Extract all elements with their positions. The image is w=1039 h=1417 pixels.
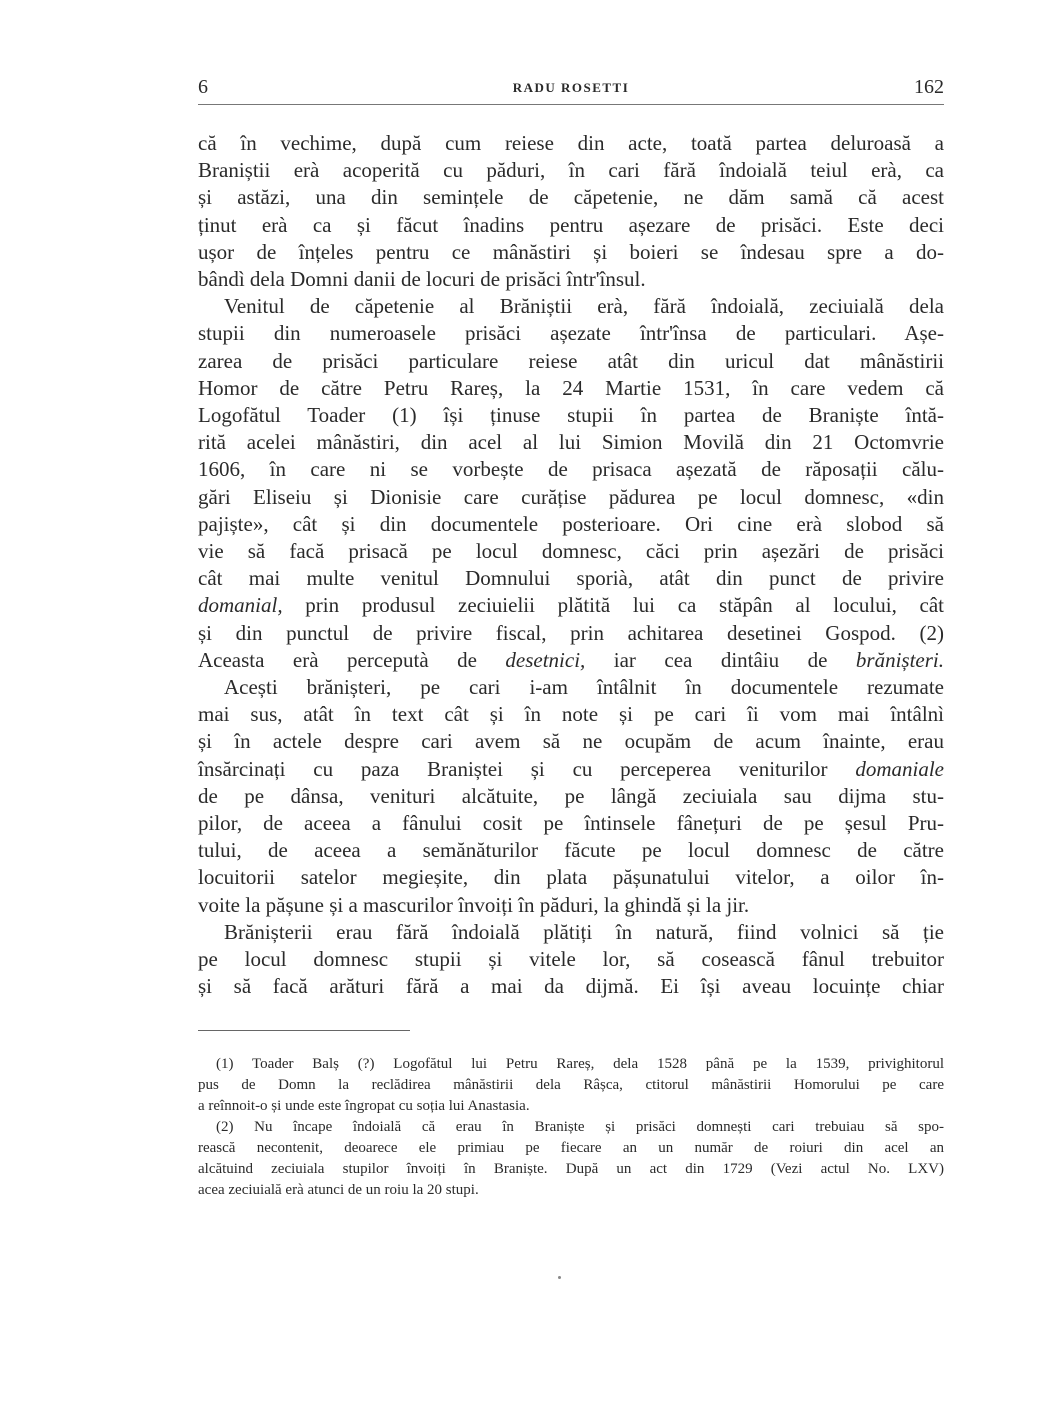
footnote-2 (198, 1117, 944, 1201)
page-number-left: 6 (198, 76, 208, 98)
page-header (198, 76, 944, 106)
text-line: că în vechime, după cum reiese din acte, toată partea deluroasă a (198, 131, 944, 155)
paragraph-4 (198, 919, 944, 1001)
text-line: și astăzi, una din semințele de căpetenie, ne dăm samă că acest (198, 185, 944, 210)
text-line (198, 756, 944, 783)
text-line: și să facă arături fără a mai da dijmă. Ei își aveau locuințe chiar (198, 974, 944, 999)
footnote-line: a reînnoit-o și unde este îngropat cu soția lui Anastasia. (198, 1098, 530, 1114)
text-line: și în actele despre cari avem să ne ocupăm de acum înainte, erau (198, 729, 944, 754)
scan-speck (558, 1276, 561, 1279)
footnote-1 (198, 1054, 944, 1117)
text-line: tului, de aceea a semănăturilor făcute pe locul domnesc de către (198, 838, 944, 863)
text-run: iar cea dintâiu de (585, 647, 856, 672)
page-number-right: 162 (914, 76, 944, 98)
text-line: ținut erà ca și făcut înadins pentru așezare de prisăci. Este deci (198, 212, 944, 237)
text-run: Aceasta erà perceputà de (198, 647, 506, 672)
footnote-rule (198, 1030, 410, 1031)
text-line: și din punctul de privire fiscal, prin achitarea desetinei Gospod. (2) (198, 620, 944, 645)
text-line: Acești brănișteri, pe cari i-am întâlnit în documentele rezumate (224, 675, 944, 700)
paragraph-3 (198, 674, 944, 919)
text-line: pe locul domnesc stupii și vitele lor, să cosească fânul trebuitor (198, 947, 944, 972)
text-line: voite la pășune și a mascurilor învoiți în păduri, la ghindă și la jir. (198, 892, 750, 917)
footnote-line: (1) Toader Balș (?) Logofătul lui Petru Rareș, dela 1528 până pe la 1539, privighitorul (216, 1056, 944, 1072)
text-run: prin produsul zeciuielii plătită lui ca stăpân al locului, cât (282, 593, 944, 618)
text-line: locuitorii satelor megieșite, din plata pășunatului vitelor, a oilor în- (198, 865, 944, 890)
text-line: pilor, de aceea a fânului cosit pe întinsele fânețuri de pe șesul Pru- (198, 811, 944, 836)
footnote-line: (2) Nu încape îndoială că erau în Braniște și prisăci domnești cari trebuiau să spo- (216, 1119, 944, 1135)
text-line: ușor de înțeles pentru ce mânăstiri și boieri se îndesau spre a do- (198, 239, 944, 264)
body-text (198, 130, 944, 1001)
footnotes (198, 1054, 944, 1201)
text-line: Braniștii erà acoperită cu păduri, în cari fără îndoială teiul erà, ca (198, 158, 944, 183)
paragraph-1 (198, 130, 944, 293)
footnote-line: rească necontenit, deoarece ele primiau pe fiecare an un număr de roiuri din acel an (198, 1140, 944, 1156)
text-line: 1606, în care ni se vorbește de prisaca așezată de răposații călu- (198, 457, 944, 482)
running-title: RADU ROSETTI (512, 80, 630, 95)
text-line: stupii din numeroasele prisăci așezate într'însa de particulari. Așe- (198, 321, 944, 346)
text-line: cât mai multe venitul Domnului sporià, atât din punct de privire (198, 566, 944, 591)
text-line: gări Eliseiu și Dionisie care curățise pădurea pe locul domnesc, «din (198, 484, 944, 509)
text-line: zarea de prisăci particulare reiese atât din uricul dat mânăstirii (198, 348, 944, 373)
text-line: Homor de către Petru Rareș, la 24 Martie 1531, în care vedem că (198, 375, 944, 400)
text-line: mai sus, atât în text cât și în note și pe cari îi vom mai întâlnì (198, 702, 944, 727)
footnote-line: pus de Domn la reclădirea mânăstirii dela Râșca, ctitorul mânăstirii Homorului pe care (198, 1077, 944, 1093)
text-line: rită acelei mânăstiri, din acel al lui Simion Movilă din 21 Octomvrie (198, 430, 944, 455)
header-rule (198, 104, 944, 105)
italic-term: desetnici, (505, 647, 586, 672)
text-line (198, 647, 944, 674)
text-line: pajiște», cât și din documentele posterioare. Ori cine erà slobod să (198, 511, 944, 536)
text-line: Brănișterii erau fără îndoială plătiți în natură, fiind volnici să ție (224, 919, 944, 944)
italic-term: domanial, (198, 593, 283, 618)
text-line: vie să facă prisacă pe locul domnesc, căci prin așezări de prisăci (198, 539, 944, 564)
text-line: Logofătul Toader (1) își ținuse stupii în partea de Braniște întă- (198, 403, 944, 428)
text-line (198, 592, 944, 619)
italic-term: domaniale (855, 756, 944, 781)
text-line: bândì dela Domni danii de locuri de prisăci într'însul. (198, 267, 646, 292)
footnote-line: alcătuind zeciuiala stupilor învoiți în Braniște. După un act din 1729 (Vezi actul No. LXV) (198, 1161, 944, 1177)
text-line: Venitul de căpetenie al Brăniștii erà, fără îndoială, zeciuială dela (224, 294, 944, 319)
paragraph-2 (198, 293, 944, 674)
footnote-line: acea zeciuială erà atunci de un roiu la 20 stupi. (198, 1182, 479, 1198)
italic-term: brănișteri. (855, 647, 944, 672)
text-line: de pe dânsa, venituri alcătuite, pe lângă zeciuiala sau dijma stu- (198, 783, 944, 808)
text-run: însărcinați cu paza Braniștei și cu perceperea veniturilor (198, 756, 856, 781)
